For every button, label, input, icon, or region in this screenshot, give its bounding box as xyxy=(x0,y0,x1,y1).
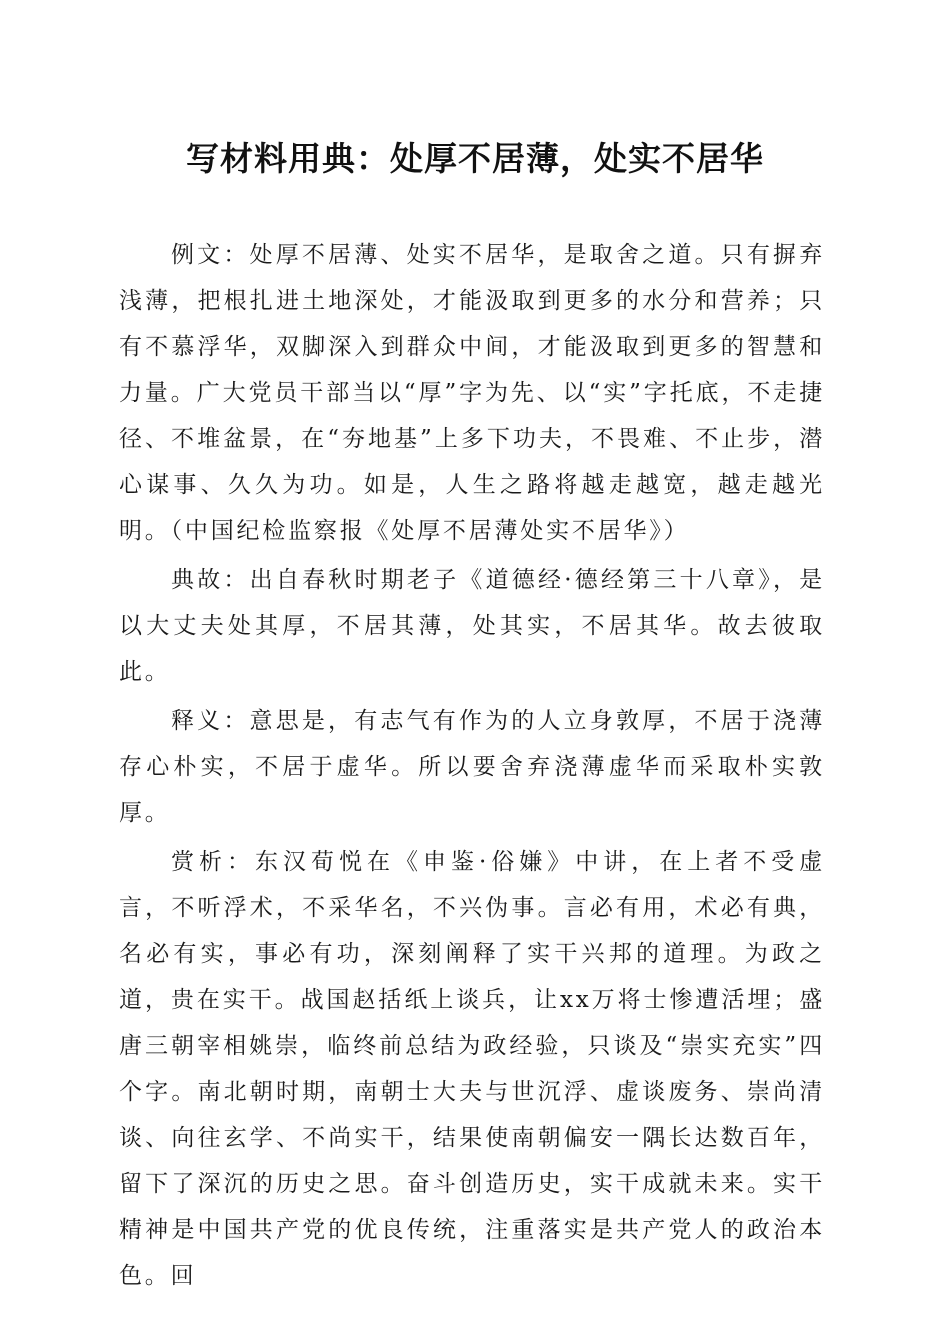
paragraph-interpretation: 释义：意思是，有志气有作为的人立身敦厚，不居于浇薄存心朴实，不居于虚华。所以要舍弃浇薄虚华而采取朴实敦厚。 xyxy=(119,708,825,826)
page-title: 写材料用典：处厚不居薄，处实不居华 xyxy=(186,139,764,178)
paragraph-example: 例文：处厚不居薄、处实不居华，是取舍之道。只有摒弃浅薄，把根扎进土地深处，才能汲取到更多的水分和营养；只有不慕浮华，双脚深入到群众中间，才能汲取到更多的智慧和力量。广大党员干部当以“厚”字为先、以“实”字托底，不走捷径、不堆盆景，在“夯地基”上多下功夫，不畏难、不止步，潜心谋事、久久为功。如是，人生之路将越走越宽，越走越光明。（中国纪检监察报《处厚不居薄处实不居华》） xyxy=(119,242,825,544)
document-body xyxy=(119,232,825,1302)
paragraph-allusion: 典故：出自春秋时期老子《道德经·德经第三十八章》，是以大丈夫处其厚，不居其薄，处其实，不居其华。故去彼取此。 xyxy=(119,567,825,685)
paragraph-appreciation: 赏析：东汉荀悦在《申鉴·俗嫌》中讲，在上者不受虚言，不听浮术，不采华名，不兴伪事。言必有用，术必有典，名必有实，事必有功，深刻阐释了实干兴邦的道理。为政之道，贵在实干。战国赵括纸上谈兵，让xx万将士惨遭活埋；盛唐三朝宰相姚崇，临终前总结为政经验，只谈及“崇实充实”四个字。南北朝时期，南朝士大夫与世沉浮、虚谈废务、崇尚清谈、向往玄学、不尚实干，结果使南朝偏安一隅长达数百年，留下了深沉的历史之思。奋斗创造历史，实干成就未来。实干精神是中国共产党的优良传统，注重落实是共产党人的政治本色。回 xyxy=(119,849,825,1289)
